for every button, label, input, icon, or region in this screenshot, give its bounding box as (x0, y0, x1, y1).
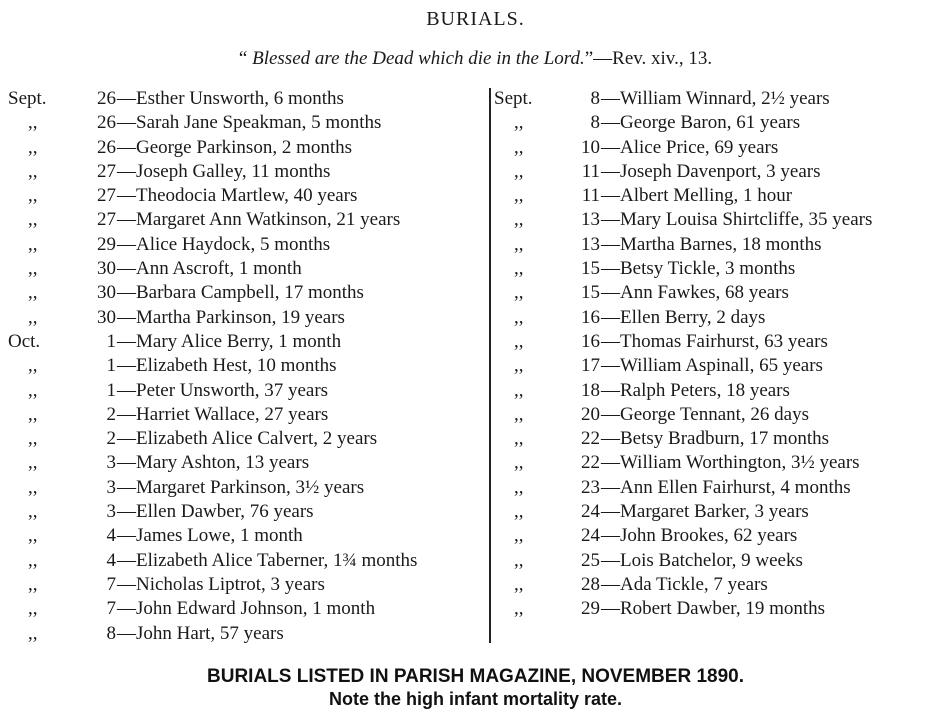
burial-entry (494, 331, 944, 355)
entry-text: —Harriet Wallace, 27 years (117, 403, 329, 425)
entry-month: ,, (28, 112, 38, 134)
entry-month: ,, (514, 136, 524, 158)
entry-text: —Albert Melling, 1 hour (601, 185, 793, 207)
quote-citation: ”—Rev. xiv., 13. (584, 48, 713, 69)
entry-month: ,, (514, 428, 524, 450)
entry-day: 11 (581, 160, 600, 182)
entry-text: —Margaret Ann Watkinson, 21 years (117, 209, 401, 231)
burial-entry (8, 282, 490, 306)
burial-entry (494, 477, 944, 501)
entry-month: ,, (28, 452, 38, 474)
entry-day: 15 (581, 258, 600, 280)
caption-title: BURIALS LISTED IN PARISH MAGAZINE, NOVEMBER 1890. (207, 666, 744, 687)
burial-entry (494, 137, 944, 161)
quote-open: “ (238, 48, 253, 69)
entry-month: ,, (28, 403, 38, 425)
entry-day: 3 (106, 476, 116, 498)
entry-text: —George Parkinson, 2 months (117, 136, 353, 158)
entry-month: ,, (28, 573, 38, 595)
entry-month: ,, (514, 160, 524, 182)
burial-entry (8, 623, 490, 647)
burial-entry (8, 404, 490, 428)
burial-entry (494, 598, 944, 622)
entry-month: ,, (28, 306, 38, 328)
entry-month: ,, (28, 282, 38, 304)
entry-text: —Peter Unsworth, 37 years (117, 379, 329, 401)
entry-month: ,, (28, 379, 38, 401)
burial-entry (8, 598, 490, 622)
entry-month: ,, (514, 233, 524, 255)
entry-text: —Mary Louisa Shirtcliffe, 35 years (601, 209, 873, 231)
burial-entry (8, 525, 490, 549)
burial-entry (8, 550, 490, 574)
entry-text: —Joseph Galley, 11 months (117, 160, 331, 182)
entry-day: 15 (581, 282, 600, 304)
entry-text: —William Worthington, 3½ years (601, 452, 860, 474)
entry-month: ,, (28, 501, 38, 523)
entry-text: —Alice Haydock, 5 months (117, 233, 331, 255)
entry-day: 4 (106, 525, 116, 547)
burials-left-column (8, 88, 490, 647)
entry-month: ,, (28, 598, 38, 620)
burial-entry (8, 477, 490, 501)
entry-day: 3 (106, 501, 116, 523)
burial-entry (8, 137, 490, 161)
entry-month: ,, (28, 355, 38, 377)
entry-day: 27 (97, 209, 116, 231)
entry-month: ,, (514, 282, 524, 304)
entry-day: 27 (97, 160, 116, 182)
entry-text: —John Hart, 57 years (117, 622, 284, 644)
burial-entry (494, 404, 944, 428)
burial-entry (494, 550, 944, 574)
entry-day: 30 (97, 306, 116, 328)
entry-day: 30 (97, 282, 116, 304)
burial-entry (494, 112, 944, 136)
entry-day: 8 (106, 622, 116, 644)
entry-text: —William Winnard, 2½ years (601, 88, 830, 109)
entry-day: 26 (97, 136, 116, 158)
entry-text: —Mary Ashton, 13 years (117, 452, 310, 474)
caption-note: Note the high infant mortality rate. (328, 689, 623, 709)
entry-month: ,, (514, 330, 524, 352)
entry-month: ,, (514, 549, 524, 571)
burial-entry (494, 574, 944, 598)
entry-month: ,, (514, 355, 524, 377)
entry-day: 17 (581, 355, 600, 377)
entry-month: ,, (514, 185, 524, 207)
entry-day: 27 (97, 185, 116, 207)
entry-day: 16 (581, 306, 600, 328)
page-heading: BURIALS. (426, 8, 525, 30)
entry-text: —Ralph Peters, 18 years (601, 379, 790, 401)
burial-entry (8, 234, 490, 258)
entry-month: ,, (514, 476, 524, 498)
entry-month: Sept. (8, 88, 47, 109)
entry-text: —Elizabeth Alice Taberner, 1¾ months (117, 549, 418, 571)
scripture-quote (0, 48, 951, 70)
entry-month: ,, (28, 160, 38, 182)
entry-text: —John Brookes, 62 years (601, 525, 798, 547)
entry-day: 22 (581, 428, 600, 450)
entry-day: 3 (106, 452, 116, 474)
entry-text: —William Aspinall, 65 years (601, 355, 823, 377)
entry-month: ,, (514, 525, 524, 547)
burial-entry (8, 185, 490, 209)
entry-month: ,, (28, 233, 38, 255)
entry-text: —Ellen Dawber, 76 years (117, 501, 314, 523)
entry-day: 7 (106, 573, 116, 595)
burial-entry (494, 501, 944, 525)
burial-entry (494, 209, 944, 233)
entry-text: —Alice Price, 69 years (601, 136, 779, 158)
entry-text: —Lois Batchelor, 9 weeks (601, 549, 803, 571)
burial-entry (8, 380, 490, 404)
entry-day: 1 (106, 330, 116, 352)
entry-month: Sept. (494, 88, 533, 109)
entry-text: —Elizabeth Hest, 10 months (117, 355, 337, 377)
entry-month: ,, (514, 452, 524, 474)
entry-month: ,, (514, 501, 524, 523)
entry-month: ,, (28, 622, 38, 644)
burial-entry (494, 428, 944, 452)
entry-day: 8 (590, 112, 600, 134)
burials-right-column (494, 88, 944, 623)
entry-text: —Joseph Davenport, 3 years (601, 160, 821, 182)
entry-text: —Esther Unsworth, 6 months (117, 88, 344, 109)
entry-month: ,, (514, 209, 524, 231)
entry-day: 13 (581, 209, 600, 231)
burial-entry (494, 88, 944, 112)
entry-day: 24 (581, 525, 600, 547)
burial-entry (494, 525, 944, 549)
burial-entry (494, 234, 944, 258)
entry-day: 10 (581, 136, 600, 158)
entry-day: 11 (581, 185, 600, 207)
burial-entry (494, 161, 944, 185)
entry-text: —George Baron, 61 years (601, 112, 801, 134)
entry-text: —Martha Barnes, 18 months (601, 233, 822, 255)
entry-month: ,, (28, 258, 38, 280)
quote-text: Blessed are the Dead which die in the Lord. (252, 48, 585, 69)
entry-month: Oct. (8, 330, 41, 352)
entry-day: 30 (97, 258, 116, 280)
burial-entry (494, 380, 944, 404)
entry-month: ,, (28, 549, 38, 571)
burial-entry (8, 574, 490, 598)
burial-entry (8, 355, 490, 379)
entry-month: ,, (28, 136, 38, 158)
entry-text: —Ada Tickle, 7 years (601, 573, 768, 595)
entry-text: —Margaret Parkinson, 3½ years (117, 476, 365, 498)
entry-text: —Ellen Berry, 2 days (601, 306, 766, 328)
entry-month: ,, (28, 476, 38, 498)
entry-text: —Robert Dawber, 19 months (601, 598, 826, 620)
entry-day: 2 (106, 428, 116, 450)
burial-entry (8, 428, 490, 452)
entry-text: —Ann Ascroft, 1 month (117, 258, 302, 280)
burial-entry (8, 307, 490, 331)
entry-day: 1 (106, 355, 116, 377)
entry-text: —Elizabeth Alice Calvert, 2 years (117, 428, 378, 450)
entry-day: 26 (97, 112, 116, 134)
entry-day: 23 (581, 476, 600, 498)
burial-entry (8, 331, 490, 355)
burial-entry (494, 355, 944, 379)
entry-day: 8 (590, 88, 600, 109)
entry-text: —James Lowe, 1 month (117, 525, 303, 547)
entry-month: ,, (514, 573, 524, 595)
entry-day: 13 (581, 233, 600, 255)
entry-day: 18 (581, 379, 600, 401)
burial-entry (8, 258, 490, 282)
entry-day: 4 (106, 549, 116, 571)
burial-entry (494, 185, 944, 209)
entry-day: 7 (106, 598, 116, 620)
burial-entry (8, 112, 490, 136)
burial-entry (494, 258, 944, 282)
entry-day: 26 (97, 88, 116, 109)
entry-day: 28 (581, 573, 600, 595)
entry-text: —Theodocia Martlew, 40 years (117, 185, 358, 207)
entry-text: —Barbara Campbell, 17 months (117, 282, 364, 304)
entry-text: —John Edward Johnson, 1 month (117, 598, 376, 620)
entry-text: —Betsy Bradburn, 17 months (601, 428, 829, 450)
entry-month: ,, (514, 258, 524, 280)
entry-month: ,, (28, 428, 38, 450)
entry-text: —Ann Fawkes, 68 years (601, 282, 789, 304)
entry-day: 2 (106, 403, 116, 425)
entry-text: —Ann Ellen Fairhurst, 4 months (601, 476, 851, 498)
entry-month: ,, (28, 209, 38, 231)
burial-entry (8, 88, 490, 112)
entry-month: ,, (514, 403, 524, 425)
entry-text: —George Tennant, 26 days (601, 403, 809, 425)
burial-entry (8, 161, 490, 185)
entry-day: 20 (581, 403, 600, 425)
column-divider (489, 88, 491, 643)
entry-month: ,, (514, 379, 524, 401)
entry-month: ,, (514, 306, 524, 328)
burial-entry (494, 307, 944, 331)
entry-text: —Margaret Barker, 3 years (601, 501, 809, 523)
entry-month: ,, (28, 185, 38, 207)
burial-entry (8, 209, 490, 233)
entry-day: 24 (581, 501, 600, 523)
entry-text: —Nicholas Liptrot, 3 years (117, 573, 325, 595)
entry-day: 1 (106, 379, 116, 401)
entry-day: 25 (581, 549, 600, 571)
entry-month: ,, (514, 112, 524, 134)
burial-entry (8, 501, 490, 525)
burial-entry (494, 452, 944, 476)
entry-text: —Betsy Tickle, 3 months (601, 258, 796, 280)
entry-text: —Martha Parkinson, 19 years (117, 306, 345, 328)
burial-entry (494, 282, 944, 306)
entry-month: ,, (514, 598, 524, 620)
entry-month: ,, (28, 525, 38, 547)
entry-day: 29 (581, 598, 600, 620)
burial-entry (8, 452, 490, 476)
entry-day: 29 (97, 233, 116, 255)
entry-text: —Mary Alice Berry, 1 month (117, 330, 342, 352)
entry-text: —Sarah Jane Speakman, 5 months (117, 112, 382, 134)
entry-day: 16 (581, 330, 600, 352)
entry-text: —Thomas Fairhurst, 63 years (601, 330, 828, 352)
entry-day: 22 (581, 452, 600, 474)
